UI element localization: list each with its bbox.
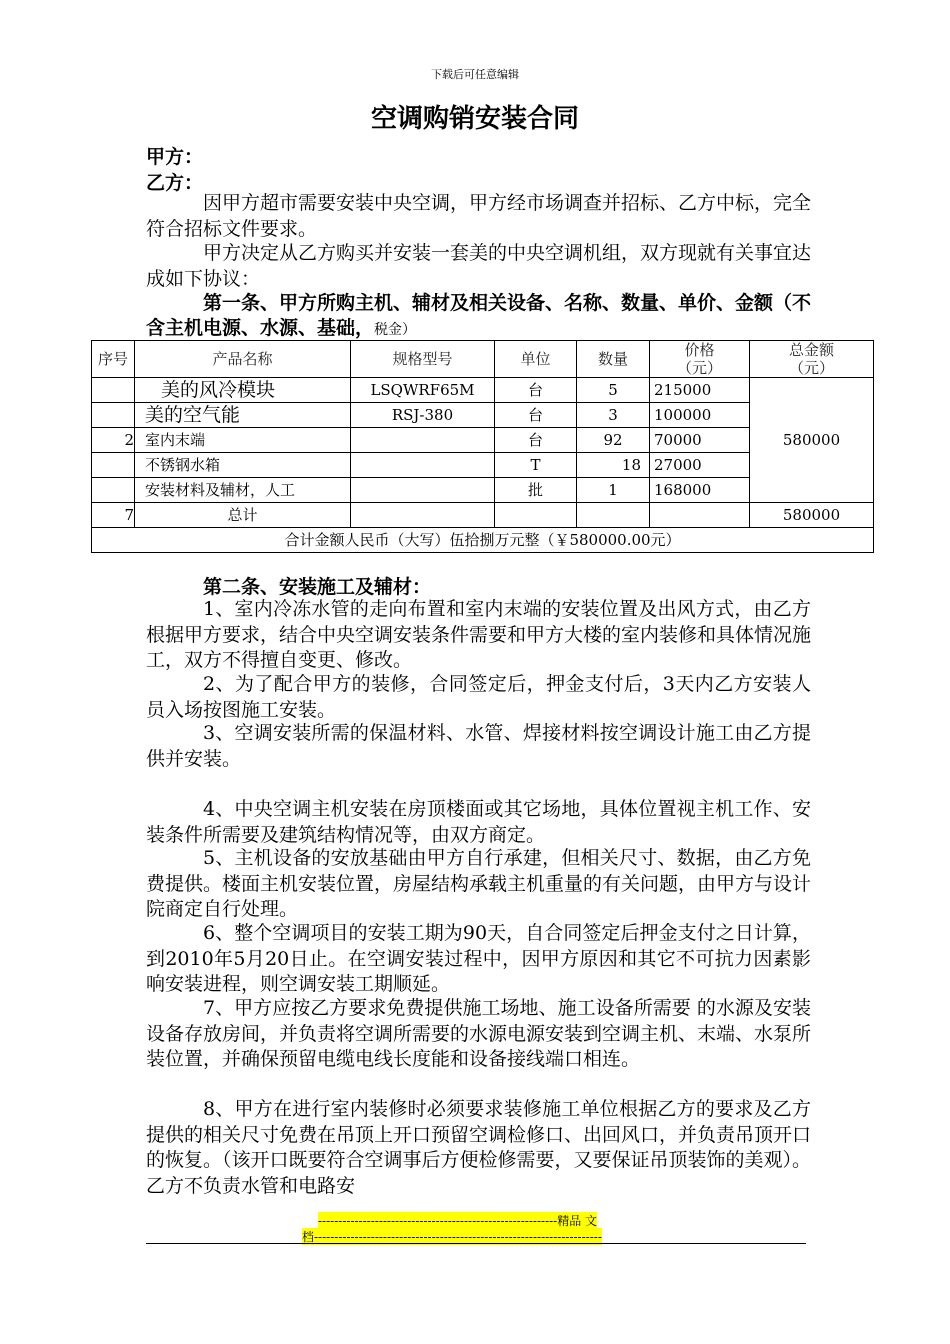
- clause-5: 5、主机设备的安放基础由甲方自行承建，但相关尺寸、数据，由乙方免费提供。楼面主机安装位置，房屋结构承载主机重量的有关问题，由甲方与设计院商定自行处理。: [146, 847, 812, 920]
- row-qty: 5: [577, 378, 650, 403]
- row-seq: [92, 478, 135, 503]
- row-name: 美的空气能: [135, 403, 351, 428]
- table-sum-row: [92, 503, 874, 528]
- clause-8: 8、甲方在进行室内装修时必须要求装修施工单位根据乙方的要求及乙方提供的相关尺寸免费在吊顶上开口预留空调检修口、出回风口，并负责吊顶开口的恢复。（该开口既要符合空调事后方便检修需要，又要保证吊顶装饰的美观）。乙方不负责水管和电路安: [146, 1098, 812, 1197]
- row-name: 美的风冷模块: [135, 378, 351, 403]
- row-seq: 2: [92, 428, 135, 453]
- sum-empty-cell: [495, 503, 577, 528]
- row-model: RSJ-380: [351, 403, 495, 428]
- article-1-title: [146, 291, 826, 343]
- row-price: 168000: [650, 478, 750, 503]
- footer-line-1: -----------------------------------------------------------精品 文: [318, 1214, 598, 1228]
- row-qty: 1: [577, 478, 650, 503]
- row-unit: 台: [495, 378, 577, 403]
- article-1-title-suffix: 税金）: [374, 322, 417, 338]
- row-unit: 台: [495, 403, 577, 428]
- row-model: LSQWRF65M: [351, 378, 495, 403]
- row-name: 不锈钢水箱: [135, 453, 351, 478]
- row-unit: T: [495, 453, 577, 478]
- sum-empty-cell: [650, 503, 750, 528]
- header-seq: 序号: [92, 341, 135, 378]
- table-header-row: [92, 341, 874, 378]
- header-total: 总金额（元）: [750, 341, 874, 378]
- row-seq: [92, 403, 135, 428]
- table-row: [92, 378, 874, 403]
- table-capital-row: [92, 528, 874, 553]
- article-2-title: 第二条、安装施工及辅材：: [203, 576, 432, 598]
- row-unit: 批: [495, 478, 577, 503]
- row-seq: [92, 378, 135, 403]
- row-price: 70000: [650, 428, 750, 453]
- row-model: [351, 478, 495, 503]
- row-qty: 3: [577, 403, 650, 428]
- intro-paragraph-1: 因甲方超市需要安装中央空调，甲方经市场调查并招标、乙方中标，完全符合招标文件要求。: [146, 192, 812, 240]
- clause-4: 4、中央空调主机安装在房顶楼面或其它场地，具体位置视主机工作、安装条件所需要及建筑结构情况等，由双方商定。: [146, 798, 811, 846]
- row-price: 215000: [650, 378, 750, 403]
- row-seq: [92, 453, 135, 478]
- clause-7: 7、甲方应按乙方要求免费提供施工场地、施工设备所需要 的水源及安装设备存放房间，并负责将空调所需要的水源电源安装到空调主机、末端、水泵所装位置，并确保预留电缆电线长度能和设备接线端口相连。: [146, 997, 812, 1070]
- row-price: 27000: [650, 453, 750, 478]
- merged-total-cell: 580000: [750, 378, 874, 503]
- row-model: [351, 428, 495, 453]
- row-qty: 92: [577, 428, 650, 453]
- header-note: 下载后可任意编辑: [431, 68, 519, 81]
- footer-line-2: 档-----------------------------------------------------------------------: [302, 1230, 602, 1244]
- sum-label: 总计: [135, 503, 351, 528]
- row-model: [351, 453, 495, 478]
- header-name: 产品名称: [135, 341, 351, 378]
- header-price: 价格（元）: [650, 341, 750, 378]
- party-a-label: 甲方：: [146, 146, 204, 168]
- row-qty: 18: [577, 453, 650, 478]
- intro-paragraph-2: 甲方决定从乙方购买并安装一套美的中央空调机组，双方现就有关事宜达成如下协议：: [146, 242, 812, 290]
- header-qty: 数量: [577, 341, 650, 378]
- row-name: 安装材料及辅材，人工: [135, 478, 351, 503]
- clause-3: 3、空调安装所需的保温材料、水管、焊接材料按空调设计施工由乙方提供并安装。: [146, 722, 811, 770]
- sum-empty-cell: [577, 503, 650, 528]
- sum-seq: 7: [92, 503, 135, 528]
- clause-6: 6、整个空调项目的安装工期为90天，自合同签定后押金支付之日计算，到2010年5月20日止。在空调安装过程中，因甲方原因和其它不可抗力因素影响安装进程，则空调安装工期顺延。: [146, 922, 811, 995]
- clause-2: 2、为了配合甲方的装修，合同签定后，押金支付后，3天内乙方安装人员入场按图施工安装。: [146, 673, 811, 721]
- party-b-label: 乙方：: [146, 172, 204, 194]
- sum-empty-cell: [351, 503, 495, 528]
- sum-total: 580000: [750, 503, 874, 528]
- header-unit: 单位: [495, 341, 577, 378]
- capital-amount-line: 合计金额人民币（大写）伍拾捌万元整（￥580000.00元）: [92, 528, 874, 553]
- header-model: 规格型号: [351, 341, 495, 378]
- article-1-title-text: 第一条、甲方所购主机、辅材及相关设备、名称、数量、单价、金额（不含主机电源、水源、基础，: [146, 292, 812, 339]
- clause-1: 1、室内冷冻水管的走向布置和室内末端的安装位置及出风方式，由乙方根据甲方要求，结合中央空调安装条件需要和甲方大楼的室内装修和具体情况施工，双方不得擅自变更、修改。: [146, 598, 812, 671]
- document-title: 空调购销安装合同: [370, 104, 579, 134]
- row-price: 100000: [650, 403, 750, 428]
- row-unit: 台: [495, 428, 577, 453]
- items-table: [91, 340, 874, 553]
- footer-rule: [146, 1243, 806, 1244]
- row-name: 室内末端: [135, 428, 351, 453]
